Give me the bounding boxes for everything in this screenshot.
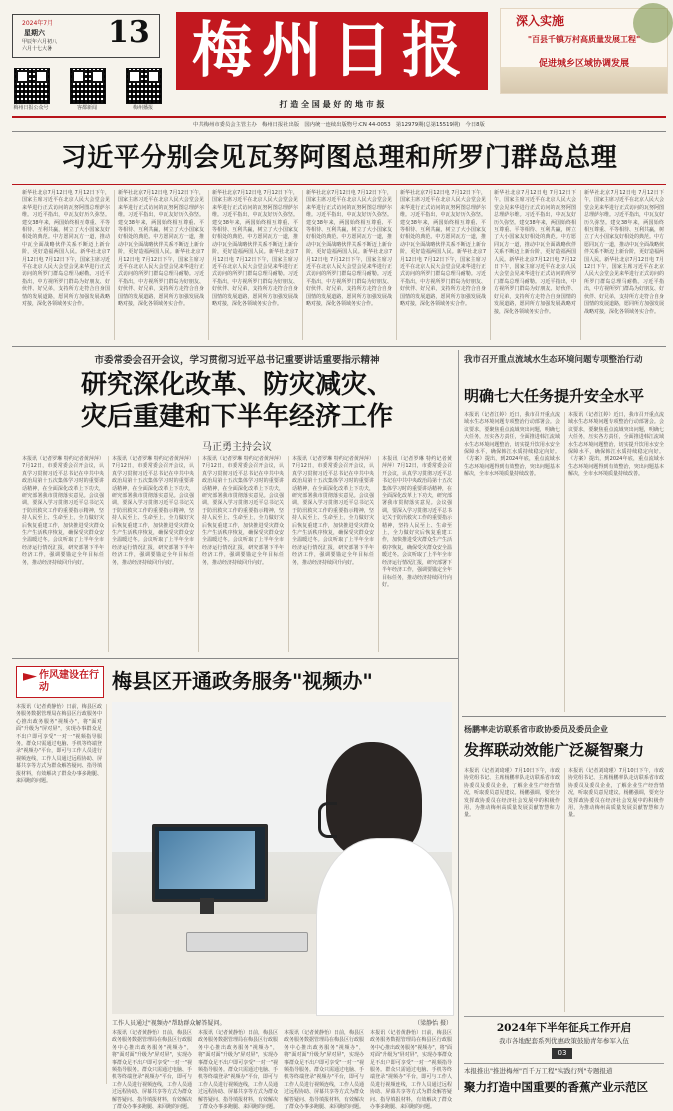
monitor-icon — [152, 824, 268, 902]
lead-headline-rule — [12, 184, 666, 185]
masthead-slogan: 打 造 全 国 最 好 的 地 市 报 — [279, 100, 385, 109]
column-divider — [302, 190, 303, 340]
section-three-col-4: 本报讯（记者黄静怡）日前，梅县区政务服务数据管理局在梅县区行政服务中心推出政务服务"视频办"，将"面对面"升级为"屏对屏"，实现办事群众足不出户即可享受"一对一"视频指导服务。群众只需通过电脑、手机等终端登录"视频办"平台，即可与工作人员进行视频连线，工作人员通过远程协助、屏幕共享等方式为群众解答疑问、指导填报材料，有效解决了群众办事多跑腿、来回跑的问题。 — [284, 1030, 365, 1111]
right-mid-headline[interactable]: 发挥联动效能广泛凝智聚力 — [464, 741, 645, 759]
column-divider — [114, 190, 115, 340]
lead-body-col-5: 新华社北京7月12日电 7月12日下午，国家主席习近平在北京人民大会堂会见来华进行正式访问的瓦努阿图总理萨尔维。习近平指出，中瓦友好历久弥坚。建交38年来，两国始终相互尊重、平等相待、互利共赢，树立了大小国家友好相处的典范。中方愿同瓦方一道，推动中瓦全面战略伙伴关系不断迈上新台阶，更好造福两国人民。新华社北京7月12日电 7月12日下午，国家主席习近平在北京人民大会堂会见来华进行正式访问的所罗门群岛总理马耐勒。习近平指出，中方视所罗门群岛为好朋友、好伙伴、好兄弟，支持所方走符合自身国情的发展道路，愿同所方加强发展战略对接，深化各领域务实合作。 — [400, 190, 486, 308]
column-divider — [378, 456, 379, 652]
section-two-col-2: 本报讯（记者罗琳 特约记者黄萍萍）7月12日，市委常委会召开会议，认真学习贯彻习近平总书记在中共中央政治局第十五次集体学习时的重要讲话精神，在全面深化改革上下功夫，研究部署我市贯彻落实意见。会议强调，要深入学习贯彻习近平总书记关于防汛救灾工作的重要指示精神，坚持人民至上、生命至上，全力做好灾后恢复重建工作，加快推进受灾群众生产生活秩序恢复，确保受灾群众安全温暖过冬。会议听取了上半年全市经济运行情况汇报，研究部署下半年经济工作，强调要锚定全年目标任务，推动经济持续回升向好。 — [112, 456, 194, 566]
section-two-kicker: 市委常委会召开会议，学习贯彻习近平总书记重要讲话重要指示精神 — [94, 355, 380, 366]
bottom-promo-kicker: 本报推出"推进梅州"百千万工程"实践行列"专题报道 — [464, 1067, 613, 1075]
qr-code-3[interactable] — [126, 68, 162, 104]
lead-body-col-7: 新华社北京7月12日电 7月12日下午，国家主席习近平在北京人民大会堂会见来华进行正式访问的瓦努阿图总理萨尔维。习近平指出，中瓦友好历久弥坚。建交38年来，两国始终相互尊重、平等相待、互利共赢，树立了大小国家友好相处的典范。中方愿同瓦方一道，推动中瓦全面战略伙伴关系不断迈上新台阶，更好造福两国人民。新华社北京7月12日电 7月12日下午，国家主席习近平在北京人民大会堂会见来华进行正式访问的所罗门群岛总理马耐勒。习近平指出，中方视所罗门群岛为好朋友、好伙伴、好兄弟，支持所方走符合自身国情的发展道路，愿同所方加强发展战略对接，深化各领域务实合作。 — [584, 190, 665, 315]
day-number: 13 — [108, 15, 150, 50]
lead-body-col-2: 新华社北京7月12日电 7月12日下午，国家主席习近平在北京人民大会堂会见来华进行正式访问的瓦努阿图总理萨尔维。习近平指出，中瓦友好历久弥坚。建交38年来，两国始终相互尊重、平等相待、互利共赢，树立了大小国家友好相处的典范。中方愿同瓦方一道，推动中瓦全面战略伙伴关系不断迈上新台阶，更好造福两国人民。新华社北京7月12日电 7月12日下午，国家主席习近平在北京人民大会堂会见来华进行正式访问的所罗门群岛总理马耐勒。习近平指出，中方视所罗门群岛为好朋友、好伙伴、好兄弟，支持所方走符合自身国情的发展道路，愿同所方加强发展战略对接，深化各领域务实合作。 — [118, 190, 204, 308]
date-line: 2024年7月 — [22, 20, 54, 27]
section-three-col-3: 本报讯（记者黄静怡）日前，梅县区政务服务数据管理局在梅县区行政服务中心推出政务服务"视频办"，将"面对面"升级为"屏对屏"，实现办事群众足不出户即可享受"一对一"视频指导服务。群众只需通过电脑、手机等终端登录"视频办"平台，即可与工作人员进行视频连线，工作人员通过远程协助、屏幕共享等方式为群众解答疑问、指导填报材料，有效解决了群众办事多跑腿、来回跑的问题。 — [198, 1030, 279, 1111]
column-divider — [198, 456, 199, 652]
qr-label-1: 梅州日报公众号 — [13, 105, 49, 111]
column-tag-text: 作风建设在行动 — [39, 670, 99, 693]
right-mid-col-2: 本报讯（记者刘琦瑾）7月10日下午，市政协党组书记、主席杨鹏率队走访联系省市政协委员及委员企业，了解企业生产经营情况，听取委员意见建议。杨鹏强调，要充分发挥政协委员在经济社会发展中的积极作用，为推动梅州高质量发展贡献智慧和力量。 — [568, 768, 664, 819]
section-three-rule — [12, 658, 458, 659]
column-divider — [288, 456, 289, 652]
lunar-line-1: 甲辰年六月初八 — [22, 39, 58, 45]
info-bar-rule — [12, 131, 666, 132]
masthead-title: 梅州日报 — [192, 16, 472, 86]
lead-body-col-4: 新华社北京7月12日电 7月12日下午，国家主席习近平在北京人民大会堂会见来华进行正式访问的瓦努阿图总理萨尔维。习近平指出，中瓦友好历久弥坚。建交38年来，两国始终相互尊重、平等相待、互利共赢，树立了大小国家友好相处的典范。中方愿同瓦方一道，推动中瓦全面战略伙伴关系不断迈上新台阶，更好造福两国人民。新华社北京7月12日电 7月12日下午，国家主席习近平在北京人民大会堂会见来华进行正式访问的所罗门群岛总理马耐勒。习近平指出，中方视所罗门群岛为好朋友、好伙伴、好兄弟，支持所方走符合自身国情的发展道路，愿同所方加强发展战略对接，深化各领域务实合作。 — [306, 190, 392, 308]
right-top-col-1: 本报讯（记者江婷）近日，我市召开重点流域水生态环境问题专项整治行动部署会。会议要求，要聚焦重点流域突出问题，明确七大任务，压实各方责任，全面推进韩江流域水生态环境问题整治，切实提升饮用水安全保障水平，确保韩江水质持续稳定向好。《方案》提出，到2024年底，重点流域水生态环境问题得到有效整治，突出问题基本解决，全市水环境质量持续改善。 — [464, 412, 560, 478]
section-two-col-5: 本报讯（记者罗琳 特约记者黄萍萍）7月12日，市委常委会召开会议，认真学习贯彻习近平总书记在中共中央政治局第十五次集体学习时的重要讲话精神，在全面深化改革上下功夫，研究部署我市贯彻落实意见。会议强调，要深入学习贯彻习近平总书记关于防汛救灾工作的重要指示精神，坚持人民至上、生命至上，全力做好灾后恢复重建工作，加快推进受灾群众生产生活秩序恢复，确保受灾群众安全温暖过冬。会议听取了上半年全市经济运行情况汇报，研究部署下半年经济工作，强调要锚定全年目标任务，推动经济持续回升向好。 — [382, 456, 453, 588]
recruitment-ad-title[interactable]: 2024年下半年征兵工作开启 — [496, 1022, 632, 1034]
section-two-col-3: 本报讯（记者罗琳 特约记者黄萍萍）7月12日，市委常委会召开会议，认真学习贯彻习近平总书记在中共中央政治局第十五次集体学习时的重要讲话精神，在全面深化改革上下功夫，研究部署我市贯彻落实意见。会议强调，要深入学习贯彻习近平总书记关于防汛救灾工作的重要指示精神，坚持人民至上、生命至上，全力做好灾后恢复重建工作，加快推进受灾群众生产生活秩序恢复，确保受灾群众安全温暖过冬。会议听取了上半年全市经济运行情况汇报，研究部署下半年经济工作，强调要锚定全年目标任务，推动经济持续回升向好。 — [202, 456, 284, 566]
headset-icon — [318, 802, 337, 838]
flag-icon — [23, 673, 37, 687]
right-top-col-2: 本报讯（记者江婷）近日，我市召开重点流域水生态环境问题专项整治行动部署会。会议要求，要聚焦重点流域突出问题，明确七大任务，压实各方责任，全面推进韩江流域水生态环境问题整治，切实提升饮用水安全保障水平，确保韩江水质持续稳定向好。《方案》提出，到2024年底，重点流域水生态环境问题得到有效整治，突出问题基本解决，全市水环境质量持续改善。 — [568, 412, 664, 478]
right-mid-kicker: 杨鹏率走访联系省市政协委员及委员企业 — [464, 725, 608, 734]
promo-title: 深入实施 — [516, 14, 565, 28]
lead-body-col-1: 新华社北京7月12日电 7月12日下午，国家主席习近平在北京人民大会堂会见来华进行正式访问的瓦努阿图总理萨尔维。习近平指出，中瓦友好历久弥坚。建交38年来，两国始终相互尊重、平等相待、互利共赢，树立了大小国家友好相处的典范。中方愿同瓦方一道，推动中瓦全面战略伙伴关系不断迈上新台阶，更好造福两国人民。新华社北京7月12日电 7月12日下午，国家主席习近平在北京人民大会堂会见来华进行正式访问的所罗门群岛总理马耐勒。习近平指出，中方视所罗门群岛为好朋友、好伙伴、好兄弟，支持所方走符合自身国情的发展道路，愿同所方加强发展战略对接，深化各领域务实合作。 — [22, 190, 110, 308]
person-body — [316, 838, 454, 1016]
section-two-col-1: 本报讯（记者罗琳 特约记者黄萍萍）7月12日，市委常委会召开会议，认真学习贯彻习近平总书记在中共中央政治局第十五次集体学习时的重要讲话精神，在全面深化改革上下功夫，研究部署我市贯彻落实意见。会议强调，要深入学习贯彻习近平总书记关于防汛救灾工作的重要指示精神，坚持人民至上、生命至上，全力做好灾后恢复重建工作，加快推进受灾群众生产生活秩序恢复，确保受灾群众安全温暖过冬。会议听取了上半年全市经济运行情况汇报，研究部署下半年经济工作，强调要锚定全年目标任务，推动经济持续回升向好。 — [22, 456, 104, 566]
right-mid-rule — [462, 716, 666, 717]
recruitment-ad-sub: 我市各地配套系列优惠政策鼓励青年参军入伍 — [499, 1037, 629, 1045]
qr-label-2: 客都新闻 — [76, 105, 97, 111]
section-two-byline: 马正勇主持会议 — [202, 442, 272, 453]
section-two-headline-1[interactable]: 研究深化改革、防灾减灾、 — [80, 370, 393, 400]
lunar-line-2: 六月十七大暑 — [22, 46, 53, 52]
qr-label-3: 梅州播报 — [132, 105, 153, 111]
publication-info-bar: 中共梅州市委员会主管主办 梅州日报社出版 国内统一连续出版物号:CN 44-0053 第12979期(总第15519期) 今日8版 — [193, 122, 485, 128]
right-mid-col-1: 本报讯（记者刘琦瑾）7月10日下午，市政协党组书记、主席杨鹏率队走访联系省市政协委员及委员企业，了解企业生产经营情况，听取委员意见建议。杨鹏强调，要充分发挥政协委员在经济社会发展中的积极作用，为推动梅州高质量发展贡献智慧和力量。 — [464, 768, 560, 819]
lead-bottom-rule — [12, 346, 666, 347]
masthead-rule — [12, 116, 666, 118]
right-top-headline[interactable]: 明确七大任务提升安全水平 — [464, 387, 645, 405]
bottom-promo-headline[interactable]: 聚力打造中国重要的香蕉产业示范区 — [464, 1080, 648, 1094]
section-three-col-1: 本报讯（记者黄静怡）日前，梅县区政务服务数据管理局在梅县区行政服务中心推出政务服务"视频办"，将"面对面"升级为"屏对屏"，实现办事群众足不出户即可享受"一对一"视频指导服务。群众只需通过电脑、手机等终端登录"视频办"平台，即可与工作人员进行视频连线，工作人员通过远程协助、屏幕共享等方式为群众解答疑问、指导填报材料，有效解决了群众办事多跑腿、来回跑的问题。 — [16, 704, 102, 785]
lead-headline[interactable]: 习近平分别会见瓦努阿图总理和所罗门群岛总理 — [60, 143, 618, 173]
section-two-headline-2[interactable]: 灾后重建和下半年经济工作 — [80, 402, 393, 432]
section-three-col-5: 本报讯（记者黄静怡）日前，梅县区政务服务数据管理局在梅县区行政服务中心推出政务服务"视频办"，将"面对面"升级为"屏对屏"，实现办事群众足不出户即可享受"一对一"视频指导服务。群众只需通过电脑、手机等终端登录"视频办"平台，即可与工作人员进行视频连线，工作人员通过远程协助、屏幕共享等方式为群众解答疑问、指导填报材料，有效解决了群众办事多跑腿、来回跑的问题。 — [370, 1030, 452, 1111]
column-divider — [580, 190, 581, 340]
column-tag — [16, 666, 104, 698]
lead-body-col-3: 新华社北京7月12日电 7月12日下午，国家主席习近平在北京人民大会堂会见来华进行正式访问的瓦努阿图总理萨尔维。习近平指出，中瓦友好历久弥坚。建交38年来，两国始终相互尊重、平等相待、互利共赢，树立了大小国家友好相处的典范。中方愿同瓦方一道，推动中瓦全面战略伙伴关系不断迈上新台阶，更好造福两国人民。新华社北京7月12日电 7月12日下午，国家主席习近平在北京人民大会堂会见来华进行正式访问的所罗门群岛总理马耐勒。习近平指出，中方视所罗门群岛为好朋友、好伙伴、好兄弟，支持所方走符合自身国情的发展道路，愿同所方加强发展战略对接，深化各领域务实合作。 — [212, 190, 298, 308]
photo-caption: 工作人员通过"视频办"帮助群众解答疑问。 — [112, 1020, 226, 1027]
column-divider — [396, 190, 397, 340]
section-divider-vertical — [458, 350, 459, 1090]
section-three-headline[interactable]: 梅县区开通政务服务"视频办" — [112, 669, 373, 693]
section-three-col-2: 本报讯（记者黄静怡）日前，梅县区政务服务数据管理局在梅县区行政服务中心推出政务服务"视频办"，将"面对面"升级为"屏对屏"，实现办事群众足不出户即可享受"一对一"视频指导服务。群众只需通过电脑、手机等终端登录"视频办"平台，即可与工作人员进行视频连线，工作人员通过远程协助、屏幕共享等方式为群众解答疑问、指导填报材料，有效解决了群众办事多跑腿、来回跑的问题。 — [112, 1030, 193, 1111]
column-divider — [490, 190, 491, 340]
column-divider — [564, 768, 565, 1012]
lead-body-col-6: 新华社北京7月12日电 7月12日下午，国家主席习近平在北京人民大会堂会见来华进行正式访问的瓦努阿图总理萨尔维。习近平指出，中瓦友好历久弥坚。建交38年来，两国始终相互尊重、平等相待、互利共赢，树立了大小国家友好相处的典范。中方愿同瓦方一道，推动中瓦全面战略伙伴关系不断迈上新台阶，更好造福两国人民。新华社北京7月12日电 7月12日下午，国家主席习近平在北京人民大会堂会见来华进行正式访问的所罗门群岛总理马耐勒。习近平指出，中方视所罗门群岛为好朋友、好伙伴、好兄弟，支持所方走符合自身国情的发展道路，愿同所方加强发展战略对接，深化各领域务实合作。 — [494, 190, 576, 315]
photo-credit: （梁静怡 摄） — [414, 1020, 452, 1027]
promo-line-2: 促进城乡区域协调发展 — [538, 59, 629, 69]
weekday: 星期六 — [24, 29, 45, 37]
qr-code-1[interactable] — [14, 68, 50, 104]
page-ref-badge[interactable]: 03 — [552, 1048, 572, 1059]
column-divider — [106, 704, 107, 1084]
column-divider — [208, 190, 209, 340]
qr-code-2[interactable] — [70, 68, 106, 104]
right-top-kicker: 我市召开重点流域水生态环境问题专项整治行动 — [464, 355, 643, 365]
column-divider — [564, 412, 565, 712]
promo-line-1: "百县千镇万村高质量发展工程" — [527, 35, 641, 44]
promo-hills — [501, 67, 667, 93]
news-photo[interactable] — [112, 702, 452, 1014]
monitor-screen — [159, 831, 255, 889]
keyboard-icon — [186, 932, 308, 952]
masthead — [0, 0, 672, 120]
column-divider — [108, 456, 109, 652]
section-two-col-4: 本报讯（记者罗琳 特约记者黄萍萍）7月12日，市委常委会召开会议，认真学习贯彻习近平总书记在中共中央政治局第十五次集体学习时的重要讲话精神，在全面深化改革上下功夫，研究部署我市贯彻落实意见。会议强调，要深入学习贯彻习近平总书记关于防汛救灾工作的重要指示精神，坚持人民至上、生命至上，全力做好灾后恢复重建工作，加快推进受灾群众生产生活秩序恢复，确保受灾群众安全温暖过冬。会议听取了上半年全市经济运行情况汇报，研究部署下半年经济工作，强调要锚定全年目标任务，推动经济持续回升向好。 — [292, 456, 374, 566]
